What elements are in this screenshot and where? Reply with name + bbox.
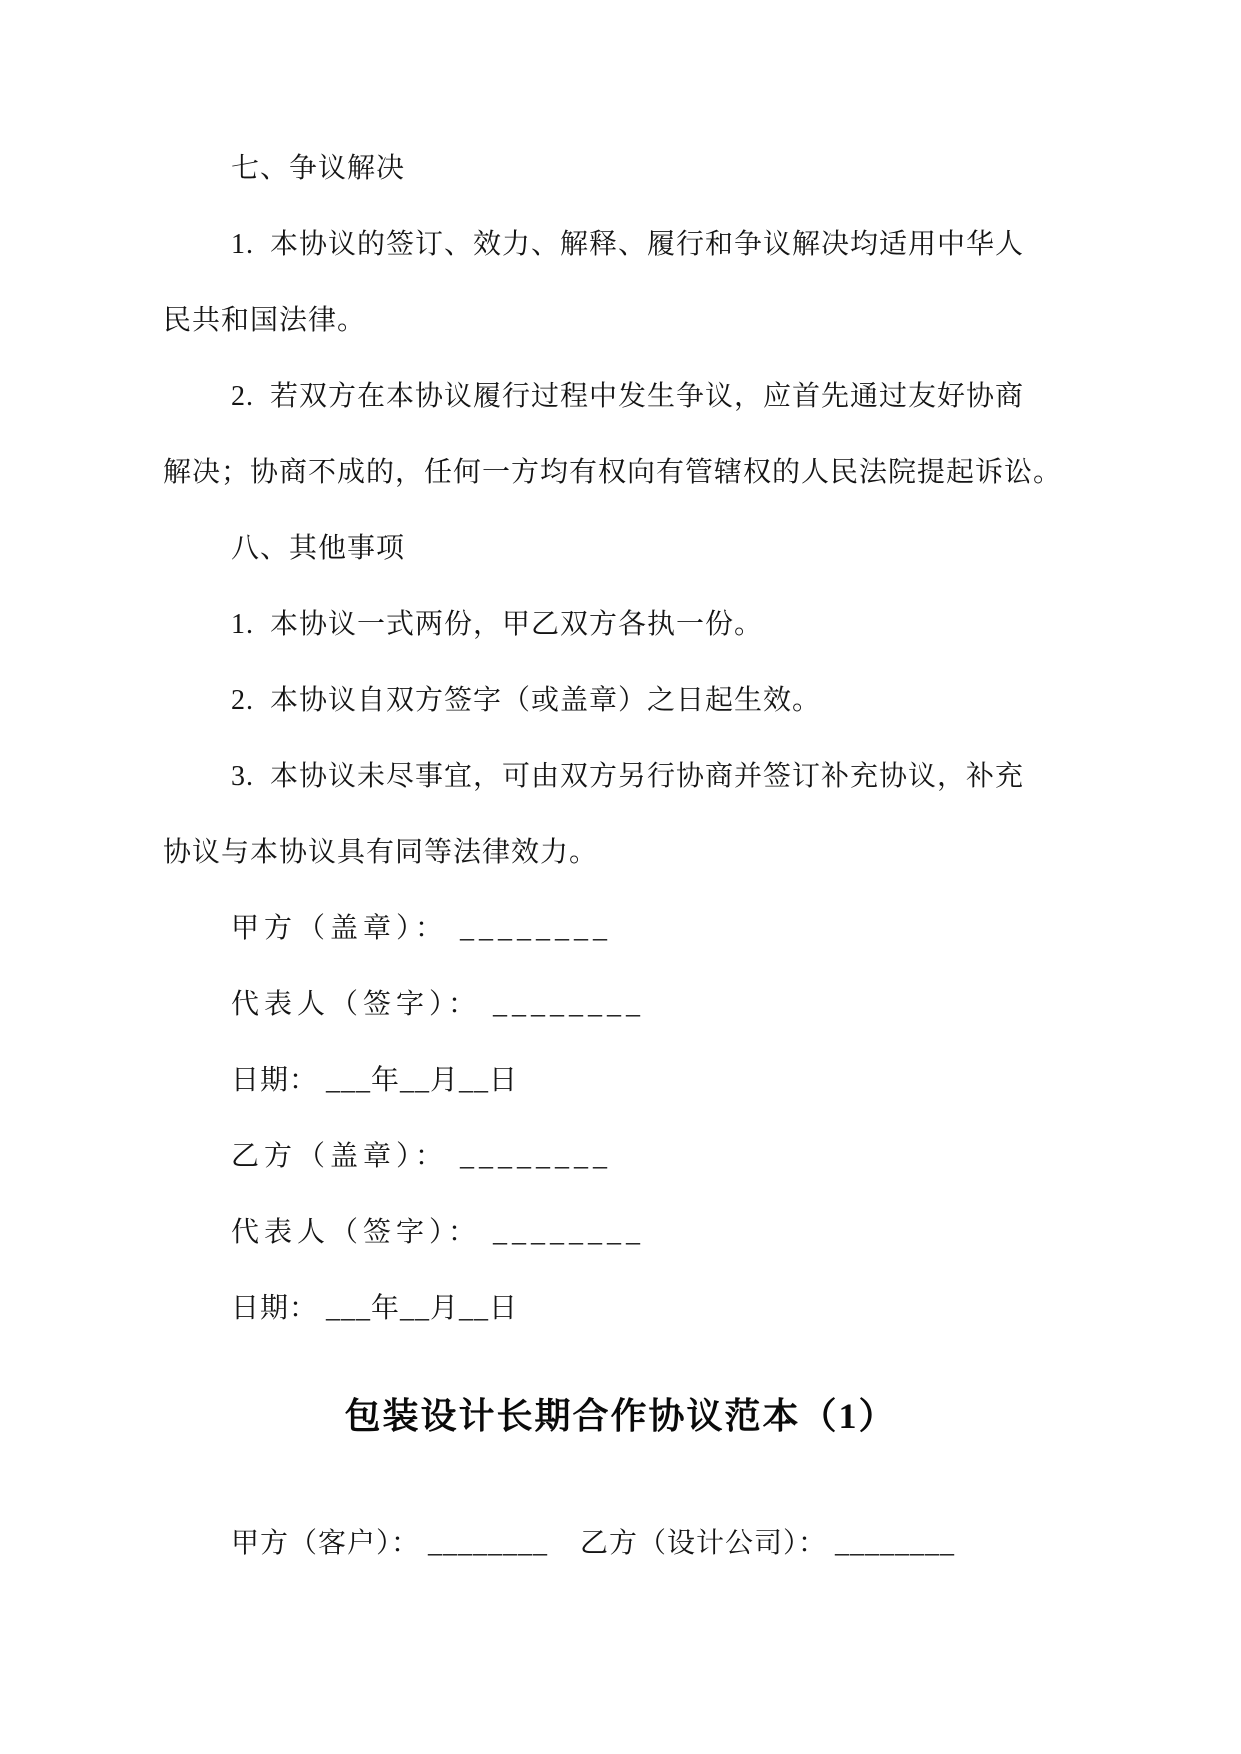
clause-7-item-1-line-1: 1. 本协议的签订、效力、解释、履行和争议解决均适用中华人 <box>231 229 1025 260</box>
clause-8-item-1: 1. 本协议一式两份，甲乙双方各执一份。 <box>231 609 764 640</box>
party-a-date-line: 日期： ___年__月__日 <box>231 1065 519 1096</box>
party-b-date-line: 日期： ___年__月__日 <box>231 1293 519 1324</box>
party-b-seal-line: 乙方（盖章）： ________ <box>231 1141 613 1172</box>
clause-7-item-2-line-1: 2. 若双方在本协议履行过程中发生争议，应首先通过友好协商 <box>231 381 1025 412</box>
clause-7-item-2-line-2: 解决；协商不成的，任何一方均有权向有管辖权的人民法院提起诉讼。 <box>163 457 1063 488</box>
clause-7-item-1-line-2: 民共和国法律。 <box>163 305 367 336</box>
agreement-title: 包装设计长期合作协议范本（1） <box>344 1396 897 1436</box>
contract-body <box>163 131 1078 1347</box>
clause-8-item-3-line-2: 协议与本协议具有同等法律效力。 <box>163 837 599 868</box>
parties-line: 甲方（客户）： ________ 乙方（设计公司）： ________ <box>231 1528 956 1559</box>
clause-8-item-2: 2. 本协议自双方签字（或盖章）之日起生效。 <box>231 685 822 716</box>
clause-8-item-3-line-1: 3. 本协议未尽事宜，可由双方另行协商并签订补充协议，补充 <box>231 761 1025 792</box>
party-a-seal-line: 甲方（盖章）： ________ <box>231 913 613 944</box>
party-a-representative-line: 代表人（签字）： ________ <box>231 989 646 1020</box>
clause-section-8-heading: 八、其他事项 <box>231 533 406 564</box>
party-b-representative-line: 代表人（签字）： ________ <box>231 1217 646 1248</box>
clause-section-7-heading: 七、争议解决 <box>231 153 406 184</box>
